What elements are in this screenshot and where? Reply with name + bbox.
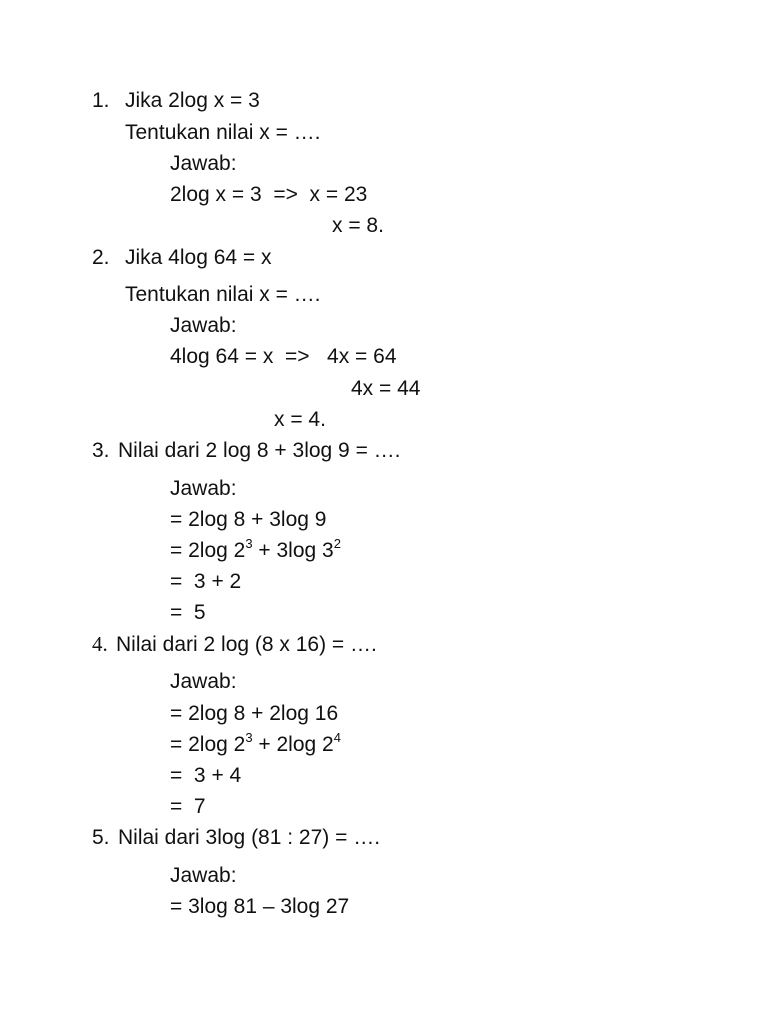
problem-3-step-3: = 3 + 2: [170, 570, 242, 593]
problem-3-question: Nilai dari 2 log 8 + 3log 9 = ….: [118, 439, 401, 462]
problem-2-step-2: 4x = 44: [351, 377, 421, 400]
problem-4-step-2-b-exponent: 4: [333, 730, 341, 745]
problem-4-step-2-b: + 2log 2: [252, 733, 334, 756]
problem-1-question2: Tentukan nilai x = ….: [125, 121, 321, 144]
problem-3-step-1: = 2log 8 + 3log 9: [170, 508, 327, 531]
problem-2-step-1: 4log 64 = x => 4x = 64: [170, 345, 397, 368]
problem-2-answer-label: Jawab:: [170, 314, 237, 337]
problem-5-step-1: = 3log 81 – 3log 27: [170, 895, 350, 918]
problem-3-number: 3.: [92, 439, 110, 462]
problem-2-question: Jika 4log 64 = x: [125, 246, 272, 269]
problem-3-step-2-a: = 2log 2: [170, 539, 246, 562]
problem-1-question: Jika 2log x = 3: [125, 89, 260, 112]
problem-4-step-2-a-exponent: 3: [245, 730, 253, 745]
problem-4-number: 4.: [92, 632, 108, 656]
problem-1-answer-label: Jawab:: [170, 152, 237, 175]
problem-4-step-2: [170, 730, 341, 756]
problem-1-number: 1.: [92, 89, 110, 112]
problem-5-question: Nilai dari 3log (81 : 27) = ….: [118, 826, 381, 849]
problem-5-answer-label: Jawab:: [170, 864, 237, 887]
problem-4-answer-label: Jawab:: [170, 670, 237, 693]
problem-2-question2: Tentukan nilai x = ….: [125, 283, 321, 306]
problem-2-number: 2.: [92, 246, 110, 269]
problem-3-answer-label: Jawab:: [170, 477, 237, 500]
problem-3-step-2-a-exponent: 3: [245, 536, 253, 551]
problem-2-step-3: x = 4.: [274, 408, 326, 431]
problem-4-step-1: = 2log 8 + 2log 16: [170, 702, 339, 725]
problem-3-step-2-b-exponent: 2: [333, 536, 341, 551]
problem-4-step-3: = 3 + 4: [170, 764, 242, 787]
problem-4-step-4: = 7: [170, 795, 206, 818]
problem-5-number: 5.: [92, 826, 110, 849]
problem-3-step-2-b: + 3log 3: [252, 539, 334, 562]
problem-4-step-2-a: = 2log 2: [170, 733, 246, 756]
problem-3-step-2: [170, 536, 341, 562]
problem-4-question: Nilai dari 2 log (8 x 16) = ….: [116, 633, 377, 656]
problem-1-step-1: 2log x = 3 => x = 23: [170, 183, 368, 206]
problem-3-step-4: = 5: [170, 601, 206, 624]
problem-1-step-2: x = 8.: [332, 214, 384, 237]
